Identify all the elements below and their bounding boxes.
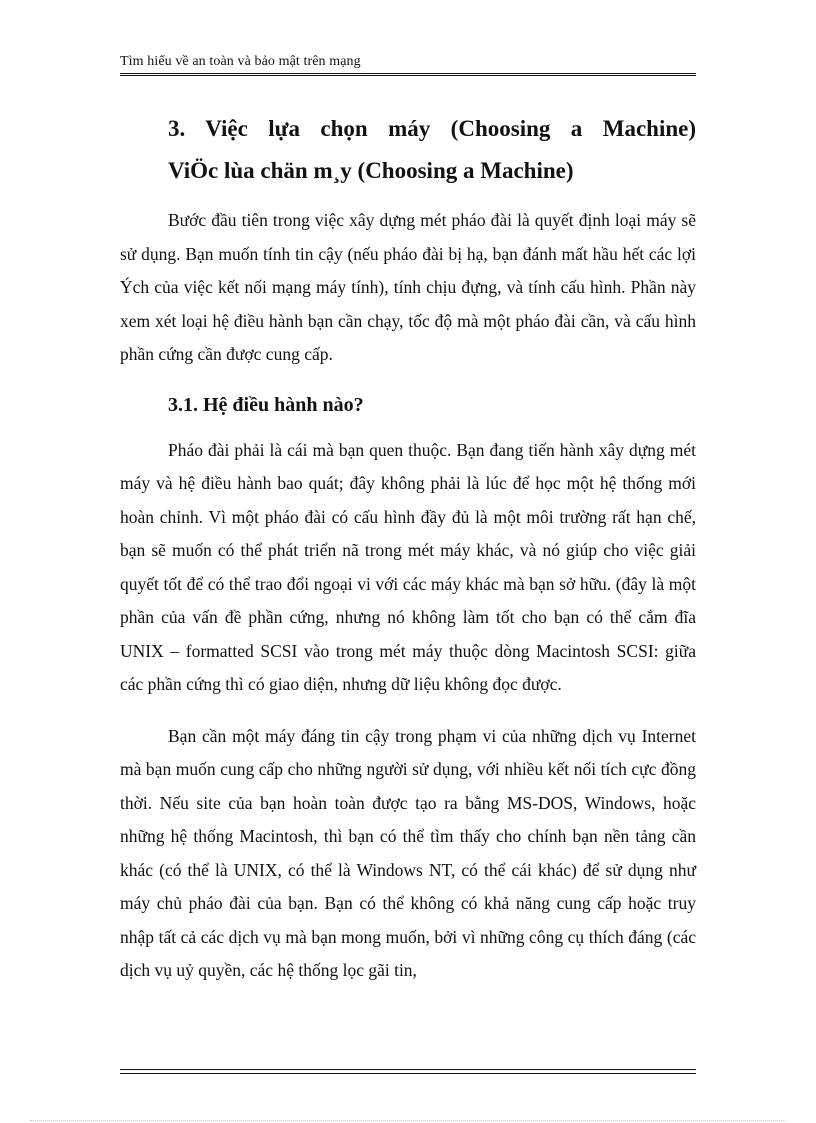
running-header: Tìm hiểu về an toàn và bảo mật trên mạng <box>120 54 361 69</box>
section-heading-garbled: ViÖc lùa chän m¸y (Choosing a Machine) <box>168 158 574 183</box>
section-heading: 3. Việc lựa chọn máy (Choosing a Machine) <box>168 116 696 141</box>
footer-rule <box>120 1069 696 1074</box>
page-edge-dots <box>30 1120 786 1122</box>
page-body <box>120 108 696 988</box>
subsection-heading: 3.1. Hệ điều hành nào? <box>168 393 364 416</box>
body-paragraph-1: Pháo đài phải là cái mà bạn quen thuộc. Bạn đang tiến hành xây dựng mét máy và hệ điều hành bao quát; đây không phải là lúc để học một hệ thống mới hoàn chỉnh. Vì một pháo đài có cấu hình đầy đủ là một môi trường rất hạn chế, bạn sẽ muốn có thể phát triển nã trong mét máy khác, và nó giúp cho việc giải quyết tốt để có thể trao đổi ngoại vi với các máy khác mà bạn sở hữu. (đây là một phần của vấn đề phần cứng, nhưng nó không làm tốt cho bạn có thể cắm đĩa UNIX – formatted SCSI vào trong mét máy thuộc dòng Macintosh SCSI: giữa các phần cứng thì có giao diện, nhưng dữ liệu không đọc được. <box>120 439 696 694</box>
intro-paragraph: Bước đầu tiên trong việc xây dựng mét pháo đài là quyết định loại máy sẽ sử dụng. Bạn muốn tính tin cậy (nếu pháo đài bị hạ, bạn đánh mất hầu hết các lợi Ých của việc kết nối mạng máy tính), tính chịu đựng, và tính cấu hình. Phần này xem xét loại hệ điều hành bạn cần chạy, tốc độ mà một pháo đài cần, và cấu hình phần cứng cần được cung cấp. <box>120 210 696 364</box>
header-rule <box>120 73 696 76</box>
body-paragraph-2: Bạn cần một máy đáng tin cậy trong phạm vi của những dịch vụ Internet mà bạn muốn cung cấp cho những người sử dụng, với nhiều kết nối tích cực đồng thời. Nếu site của bạn hoàn toàn được tạo ra bằng MS-DOS, Windows, hoặc những hệ thống Macintosh, thì bạn có thể tìm thấy cho chính bạn nền tảng cần khác (có thể là UNIX, có thể là Windows NT, có thể cái khác) để sử dụng như máy chủ pháo đài của bạn. Bạn có thể không có khả năng cung cấp hoặc truy nhập tất cả các dịch vụ mà bạn mong muốn, bởi vì những công cụ thích đáng (các dịch vụ uỷ quyền, các hệ thống lọc gãi tin, <box>120 725 696 980</box>
